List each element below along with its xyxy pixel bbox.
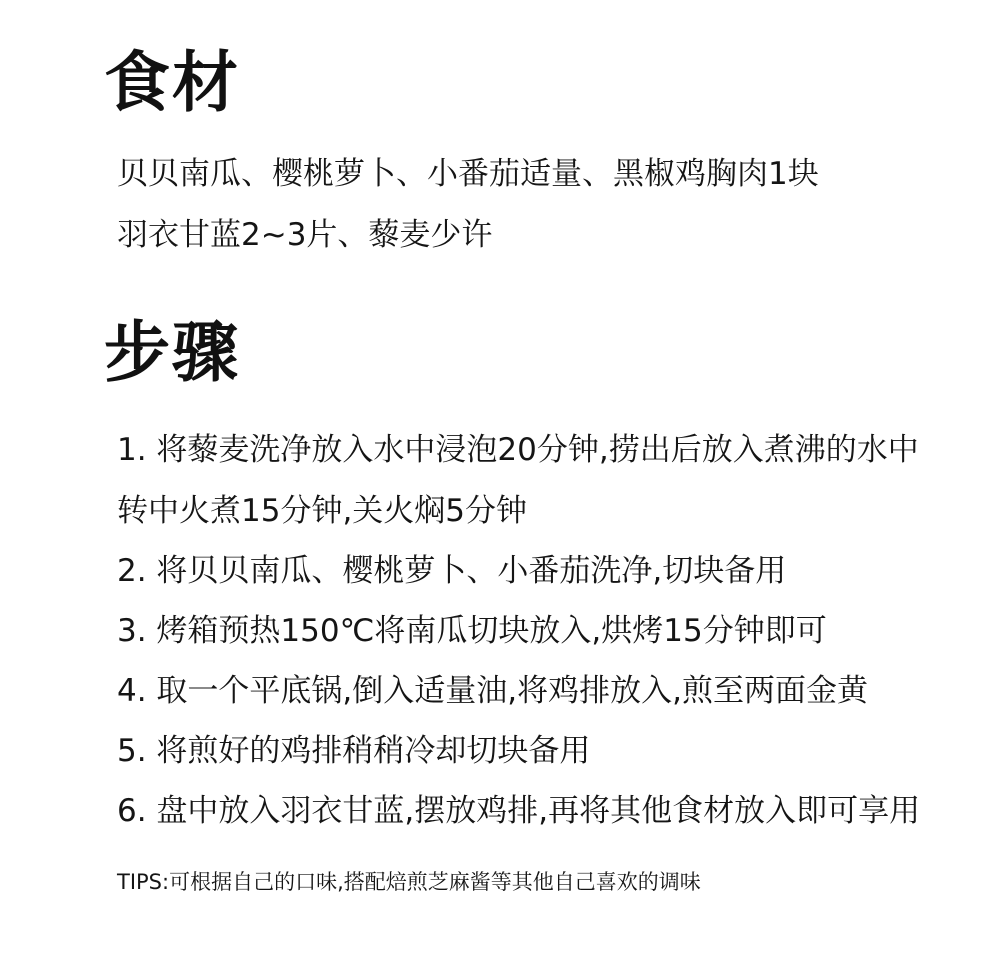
step-line: 1. 将藜麦洗净放入水中浸泡20分钟,捞出后放入煮沸的水中 (117, 432, 919, 468)
ingredients-heading: 食材 (104, 44, 240, 121)
step-line: 3. 烤箱预热150℃将南瓜切块放入,烘烤15分钟即可 (117, 613, 827, 649)
steps-heading: 步骤 (104, 314, 240, 391)
step-line: 6. 盘中放入羽衣甘蓝,摆放鸡排,再将其他食材放入即可享用 (117, 793, 921, 829)
tips-note: TIPS:可根据自己的口味,搭配焙煎芝麻酱等其他自己喜欢的调味 (117, 870, 701, 894)
step-line: 5. 将煎好的鸡排稍稍冷却切块备用 (117, 733, 591, 769)
step-line: 转中火煮15分钟,关火焖5分钟 (117, 493, 528, 529)
ingredients-line: 羽衣甘蓝2~3片、藜麦少许 (117, 217, 493, 253)
step-line: 2. 将贝贝南瓜、樱桃萝卜、小番茄洗净,切块备用 (117, 553, 787, 589)
ingredients-line: 贝贝南瓜、樱桃萝卜、小番茄适量、黑椒鸡胸肉1块 (117, 156, 819, 192)
step-line: 4. 取一个平底锅,倒入适量油,将鸡排放入,煎至两面金黄 (117, 673, 868, 709)
